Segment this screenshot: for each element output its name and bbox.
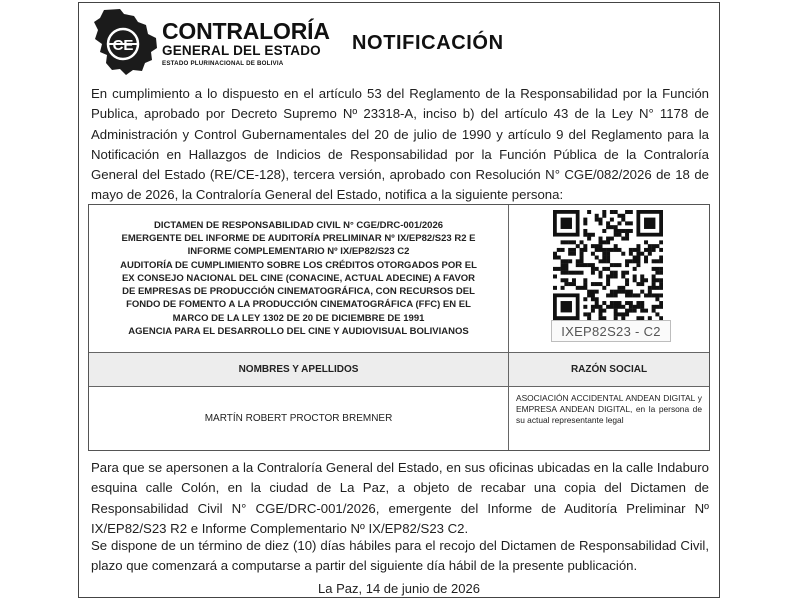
description-line: DE EMPRESAS DE PRODUCCIÓN CINEMATOGRÁFICA, CON RECURSOS DEL [122,286,475,298]
qr-code-icon [553,210,663,320]
instructions-paragraph: Para que se apersonen a la Contraloría General del Estado, en sus oficinas ubicadas en la calle Indaburo esquina calle Colón, en la ciudad de La Paz, a objeto de recabar una copia del Dictamen de Responsabilidad Civil N° CGE/DRC-001/2026, emergente del Informe de Auditoría Preliminar Nº IX/EP82/S23 R2 e Informe Complementario Nº IX/EP82/S23 C2. [91,460,709,536]
description-line: MARCO DE LA LEY 1302 DE 20 DE DICIEMBRE DE 1991 [172,312,425,324]
dictamen-description [120,219,477,338]
svg-text:CE: CE [112,37,134,54]
logo-text [162,20,330,68]
deadline-paragraph: Se dispone de un término de diez (10) días hábiles para el recojo del Dictamen de Responsabilidad Civil, plazo que comenzará a computarse a partir del siguiente día hábil de la presente publicación. [91,538,709,574]
page-title: NOTIFICACIÓN [352,32,504,54]
person-name: MARTÍN ROBERT PROCTOR BREMNER [89,387,509,450]
bolivia-map-icon [90,8,160,76]
business-name-cell [509,387,709,450]
qr-caption: IXEP82S23 - C2 [551,320,671,342]
footer-date: La Paz, 14 de junio de 2026 [318,581,480,596]
description-line: INFORME COMPLEMENTARIO Nº IX/EP82/S23 C2 [187,246,410,258]
description-line: EX CONSEJO NACIONAL DEL CINE (CONACINE, ACTUAL ADECINE) A FAVOR [121,272,476,284]
header-name: NOMBRES Y APELLIDOS [89,353,509,387]
header-business: RAZÓN SOCIAL [509,353,709,387]
description-line: AGENCIA PARA EL DESARROLLO DEL CINE Y AUDIOVISUAL BOLIVIANOS [128,325,469,337]
description-line: EMERGENTE DEL INFORME DE AUDITORÍA PRELIMINAR Nº IX/EP82/S23 R2 E [121,233,476,245]
description-line: FONDO DE FOMENTO A LA PRODUCCIÓN CINEMATOGRÁFICA (FFC) EN EL [126,299,471,311]
logo-title: CONTRALORÍA [162,18,330,44]
logo-tagline: ESTADO PLURINACIONAL DE BOLIVIA [162,60,284,67]
intro-paragraph: En cumplimiento a lo dispuesto en el artículo 53 del Reglamento de la Responsabilidad por la Función Publica, aprobado por Decreto Supremo Nº 23318-A, inciso b) del artículo 43 de la Ley N° 1178 de Administración y Control Gubernamentales del 20 de julio de 1990 y artículo 9 del Reglamento para la Notificación en Hallazgos de Indicios de Responsabilidad por la Función Pública de la Contraloría General del Estado (RE/CE-128), tercera versión, aprobado con Resolución N° CGE/082/2026 de 18 de mayo de 2026, la Contraloría General del Estado, notifica a la siguiente persona: [91,86,709,203]
description-line: DICTAMEN DE RESPONSABILIDAD CIVIL N° CGE/DRC-001/2026 [153,220,444,232]
dictamen-description-cell [89,205,509,353]
logo-subtitle: GENERAL DEL ESTADO [162,43,321,58]
contraloria-logo [90,8,330,76]
description-line: AUDITORÍA DE CUMPLIMIENTO SOBRE LOS CRÉDITOS OTORGADOS POR EL [120,259,477,271]
qr-cell [509,205,709,353]
header [79,3,719,79]
business-name: ASOCIACIÓN ACCIDENTAL ANDEAN DIGITAL y EMPRESA ANDEAN DIGITAL, en la persona de su actual representante legal [516,393,702,425]
notification-page [78,2,720,598]
notification-table [88,204,710,451]
